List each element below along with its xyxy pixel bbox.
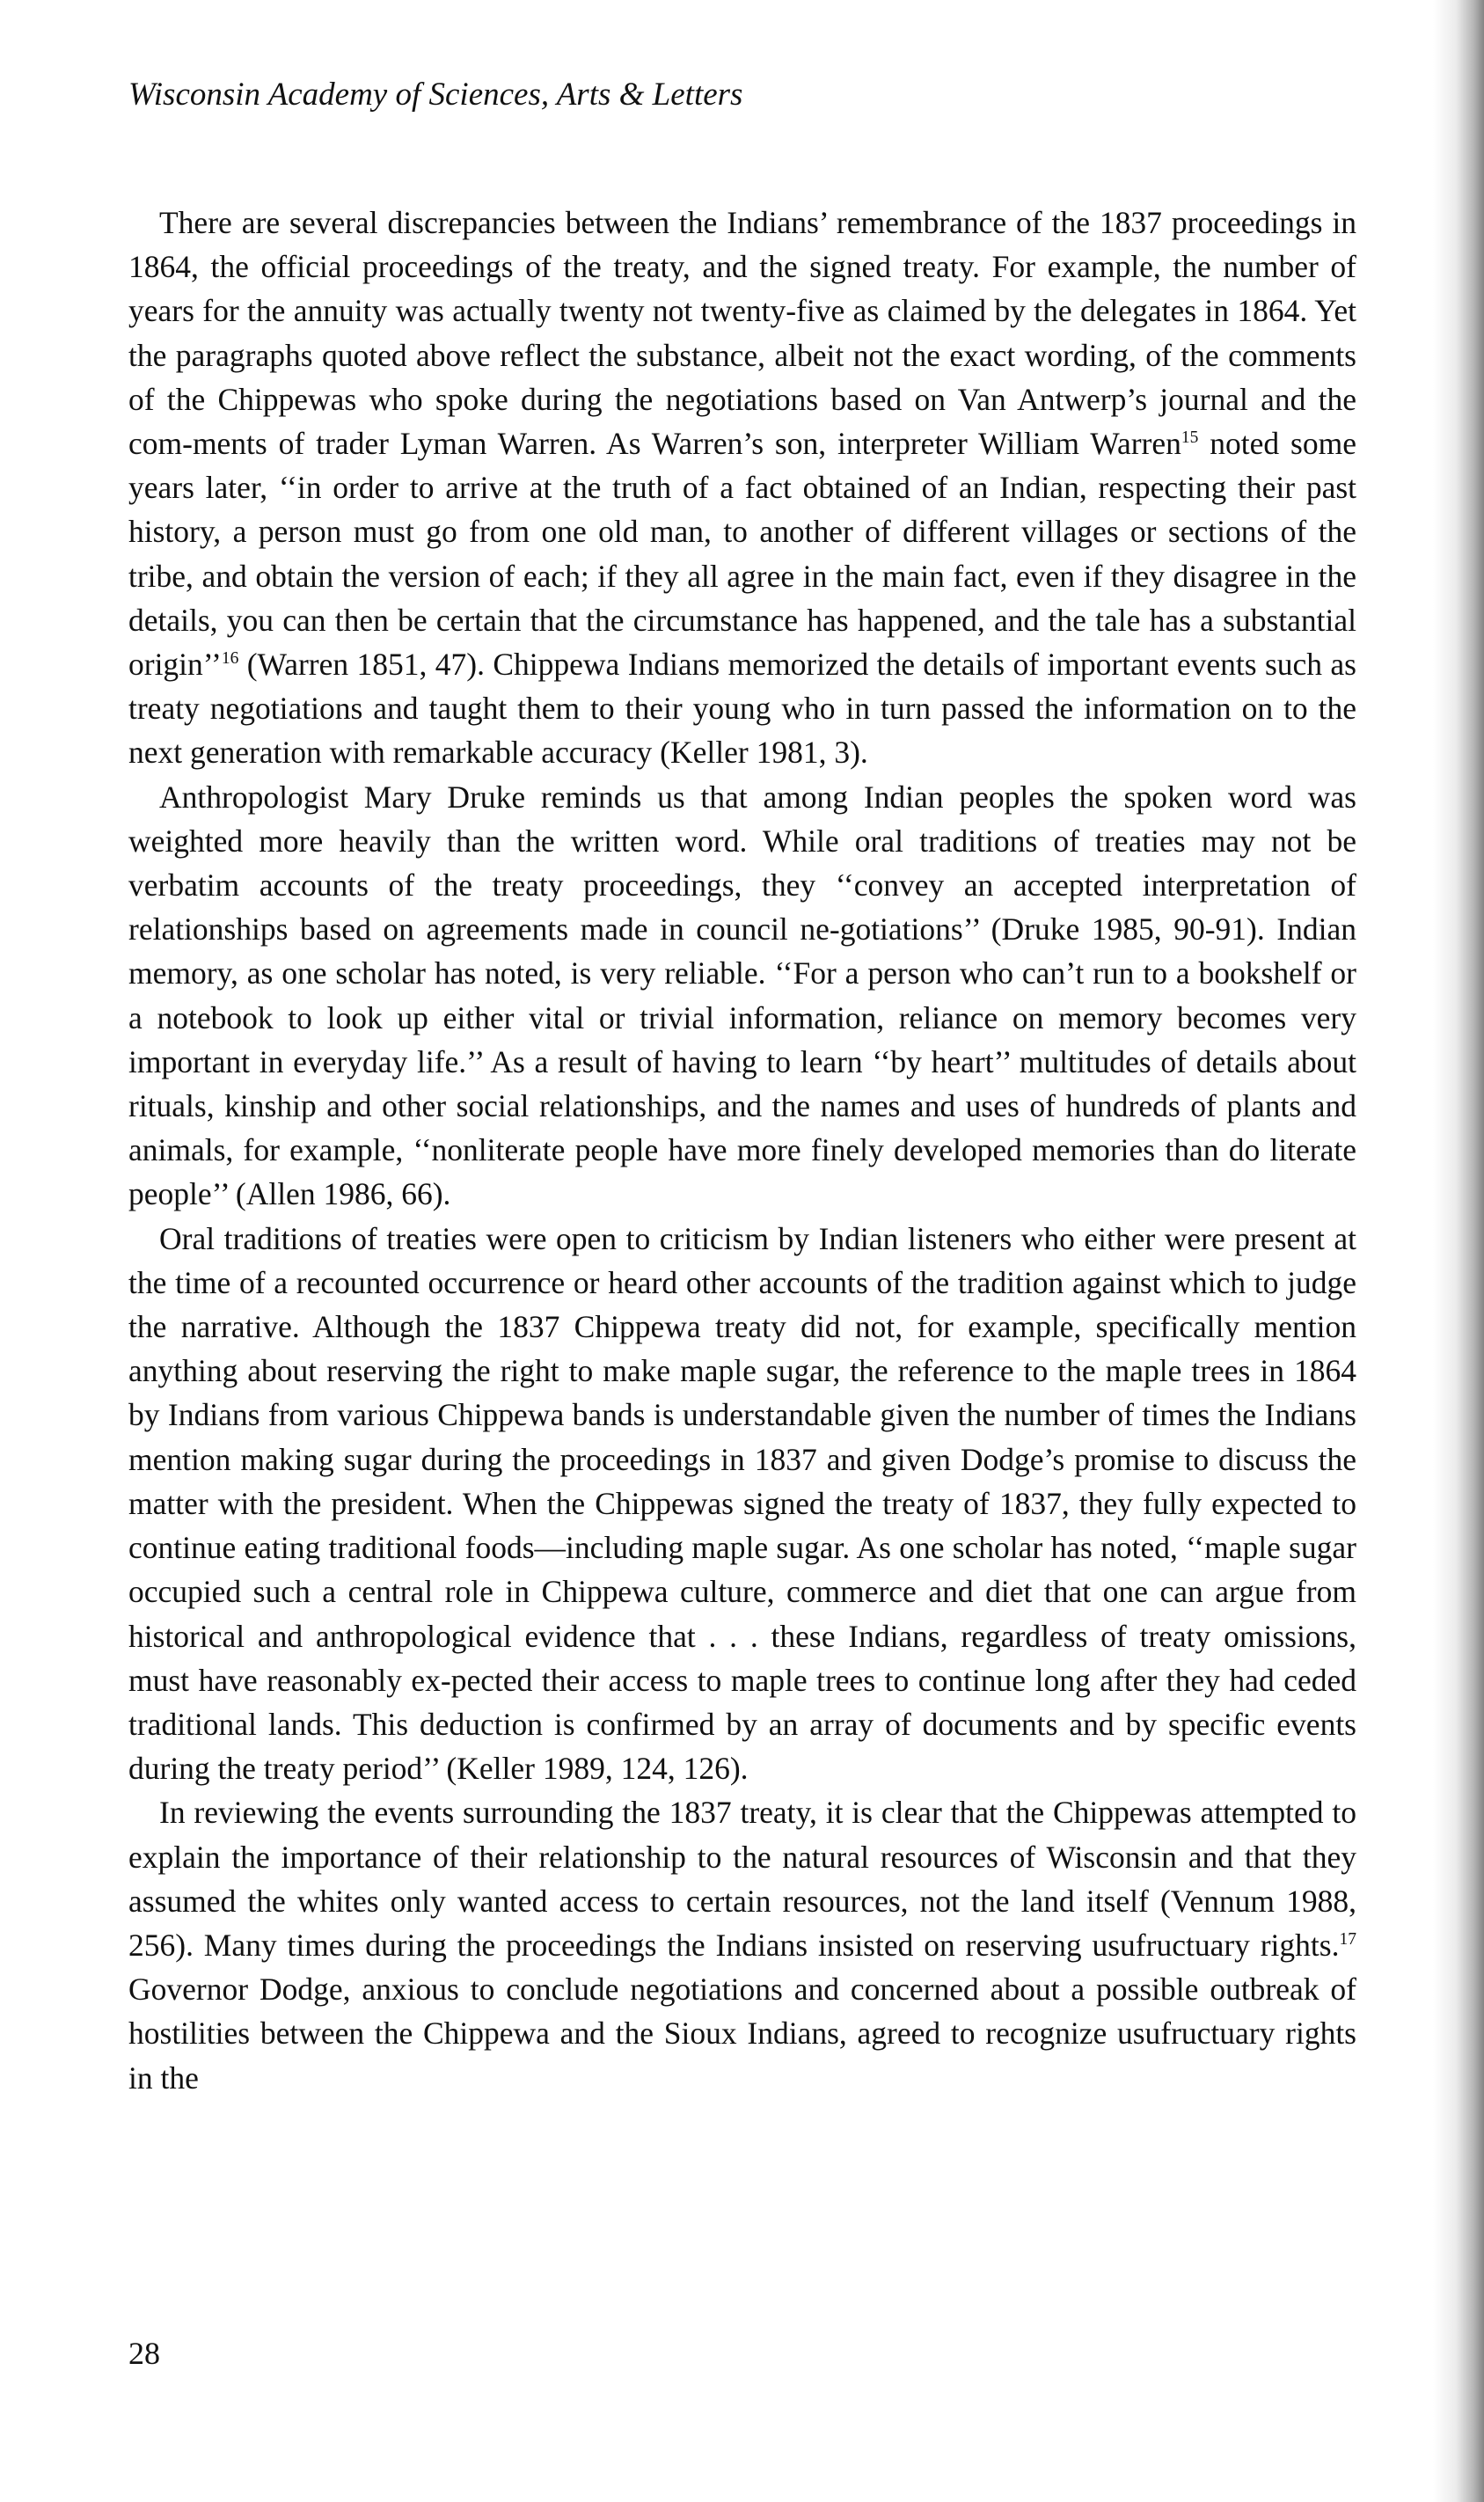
footnote-marker: 15	[1181, 428, 1199, 448]
page-edge-shadow	[1433, 0, 1484, 2502]
paragraph-text: noted some years later, ‘‘in order to arrive at the truth of a fact obtained of an Indian, respecting their past history, a person must go from one old man, to another of different villages or sections of the tribe, and obtain the version of each; if they all agree in the main fact, even if they disagree in the details, you can then be certain that the circumstance has happened, and the tale has a substantial origin’’	[128, 426, 1356, 683]
paragraph-text: Oral traditions of treaties were open to criticism by Indian listeners who either were present at the time of a recounted occurrence or heard other accounts of the tradition against which to judge the narrative. Although the 1837 Chippewa treaty did not, for example, specifically mention anything about reserving the right to make maple sugar, the reference to the maple trees in 1864 by Indians from various Chippewa bands is understandable given the number of times the Indians mention making sugar during the proceedings in 1837 and given Dodge’s promise to discuss the matter with the president. When the Chippewas signed the treaty of 1837, they fully expected to continue eating traditional foods—including maple sugar. As one scholar has noted, ‘‘maple sugar occupied such a central role in Chippewa culture, commerce and diet that one can argue from historical and anthropological evidence that . . . these Indians, regardless of treaty omissions, must have reasonably ex-pected their access to maple trees to continue long after they had ceded traditional lands. This deduction is confirmed by an array of documents and by specific events during the treaty period’’ (Keller 1989, 124, 126).	[128, 1220, 1356, 1787]
footnote-marker: 17	[1339, 1930, 1356, 1950]
body-text	[128, 201, 1356, 2100]
footnote-marker: 16	[221, 649, 239, 669]
body-paragraph	[128, 1790, 1356, 2099]
paragraph-text: Anthropologist Mary Druke reminds us that among Indian peoples the spoken word was weighted more heavily than the written word. While oral traditions of treaties may not be verbatim accounts of the treaty proceedings, they ‘‘convey an accepted interpretation of relationships based on agreements made in council ne-gotiations’’ (Druke 1985, 90-91). Indian memory, as one scholar has noted, is very reliable. ‘‘For a person who can’t run to a bookshelf or a notebook to look up either vital or trivial information, reliance on memory becomes very important in everyday life.’’ As a result of having to learn ‘‘by heart’’ multitudes of details about rituals, kinship and other social relationships, and the names and uses of hundreds of plants and animals, for example, ‘‘nonliterate people have more finely developed memories than do literate people’’ (Allen 1986, 66).	[128, 779, 1356, 1212]
paragraph-text: There are several discrepancies between the Indians’ remembrance of the 1837 proceedings in 1864, the official proceedings of the treaty, and the signed treaty. For example, the number of years for the annuity was actually twenty not twenty-five as claimed by the delegates in 1864. Yet the paragraphs quoted above reflect the substance, albeit not the exact wording, of the comments of the Chippewas who spoke during the negotiations based on Van Antwerp’s journal and the com-ments of trader Lyman Warren. As Warren’s son, interpreter William Warren	[128, 205, 1356, 462]
paragraph-text: In reviewing the events surrounding the 1837 treaty, it is clear that the Chippewas attempted to explain the importance of their relationship to the natural resources of Wisconsin and that they assumed the whites only wanted access to certain resources, not the land itself (Vennum 1988, 256). Many times during the proceedings the Indians insisted on reserving usufructuary rights.	[128, 1795, 1356, 1963]
paragraph-text: Governor Dodge, anxious to conclude negotiations and concerned about a possible outbreak of hostilities between the Chippewa and the Sioux Indians, agreed to recognize usufructuary rights in the	[128, 1972, 1356, 2096]
paragraph-text: (Warren 1851, 47). Chippewa Indians memorized the details of important events such as treaty negotiations and taught them to their young who in turn passed the information on to the next generation with remarkable accuracy (Keller 1981, 3).	[128, 647, 1356, 771]
body-paragraph	[128, 1217, 1356, 1791]
page-number: 28	[128, 2336, 160, 2371]
body-paragraph	[128, 201, 1356, 775]
running-header: Wisconsin Academy of Sciences, Arts & Letters	[128, 77, 743, 113]
body-paragraph	[128, 775, 1356, 1217]
